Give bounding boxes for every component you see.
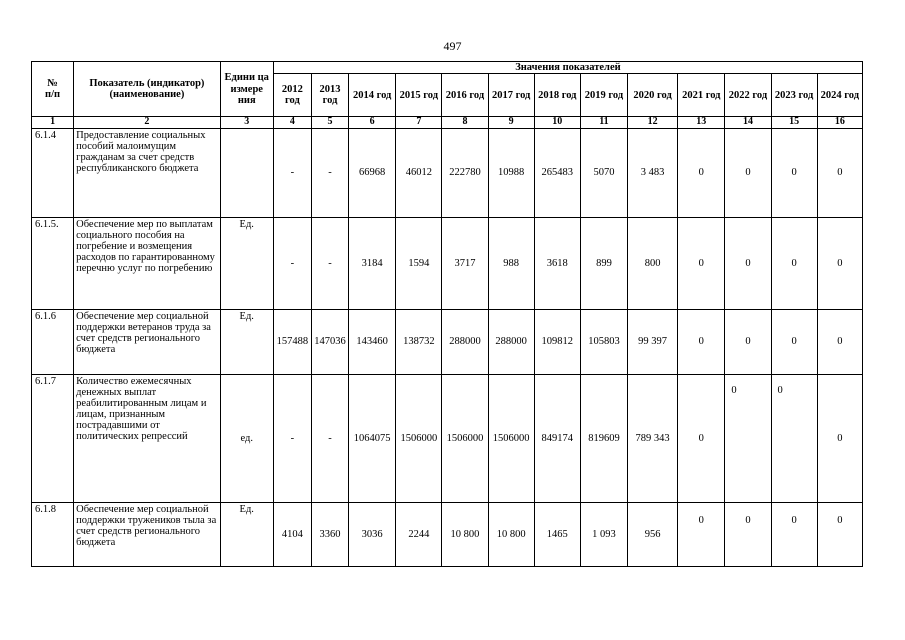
row-value: 1506000 [488, 374, 534, 502]
header-year: 2015 год [396, 74, 442, 117]
row-value: 988 [488, 217, 534, 309]
header-year: 2017 год [488, 74, 534, 117]
row-value: 46012 [396, 128, 442, 217]
row-value: 0 [725, 128, 771, 217]
row-value: 4104 [273, 502, 311, 566]
row-indicator-name: Обеспечение мер по выплатам социального пособия на погребение и возмещения расходов по гарантированному перечню услуг по погребению [74, 217, 221, 309]
row-value: - [273, 374, 311, 502]
row-value: - [311, 128, 348, 217]
row-indicator-name: Предоставление социальных пособий малоимущим гражданам за счет средств республиканского бюджета [74, 128, 221, 217]
row-value: 1594 [396, 217, 442, 309]
row-value: 0 [817, 502, 862, 566]
row-value: 105803 [580, 309, 627, 374]
header-year: 2021 год [678, 74, 725, 117]
row-value: 10 800 [488, 502, 534, 566]
header-year: 2013 год [311, 74, 348, 117]
table-row [32, 502, 863, 566]
row-unit: ед. [220, 374, 273, 502]
row-value: 288000 [488, 309, 534, 374]
row-value: 1506000 [442, 374, 488, 502]
row-value: 0 [771, 309, 817, 374]
header-col-no: № п/п [32, 62, 74, 117]
row-value: 1 093 [580, 502, 627, 566]
row-value: 3618 [534, 217, 580, 309]
row-value: 157488 [273, 309, 311, 374]
column-number: 13 [678, 117, 725, 129]
row-value: 956 [628, 502, 678, 566]
row-value: 0 [725, 309, 771, 374]
table-row [32, 217, 863, 309]
column-number: 12 [628, 117, 678, 129]
row-value: 99 397 [628, 309, 678, 374]
row-value: 3 483 [628, 128, 678, 217]
header-year: 2022 год [725, 74, 771, 117]
column-number: 9 [488, 117, 534, 129]
row-value: 288000 [442, 309, 488, 374]
header-col-unit: Едини ца измере ния [220, 62, 273, 117]
row-value: 147036 [311, 309, 348, 374]
header-values-group: Значения показателей [273, 62, 862, 74]
row-code: 6.1.6 [32, 309, 74, 374]
row-value: 800 [628, 217, 678, 309]
row-unit: Ед. [220, 217, 273, 309]
row-unit [220, 128, 273, 217]
column-number: 14 [725, 117, 771, 129]
row-value: 849174 [534, 374, 580, 502]
row-value: 789 343 [628, 374, 678, 502]
header-year: 2012 год [273, 74, 311, 117]
row-value: - [311, 217, 348, 309]
column-number: 6 [349, 117, 396, 129]
row-value: 0 [771, 217, 817, 309]
row-code: 6.1.4 [32, 128, 74, 217]
row-value: 66968 [349, 128, 396, 217]
column-number: 7 [396, 117, 442, 129]
row-value: 1064075 [349, 374, 396, 502]
row-value: 2244 [396, 502, 442, 566]
row-value: 143460 [349, 309, 396, 374]
page-number: 497 [443, 39, 462, 53]
row-value: 0 [771, 374, 817, 502]
row-value: 0 [678, 128, 725, 217]
row-value: 1465 [534, 502, 580, 566]
row-value: 0 [771, 502, 817, 566]
row-value: 819609 [580, 374, 627, 502]
row-value: 1506000 [396, 374, 442, 502]
header-year: 2023 год [771, 74, 817, 117]
row-value: 0 [817, 217, 862, 309]
row-value: 265483 [534, 128, 580, 217]
row-value: 138732 [396, 309, 442, 374]
column-number: 16 [817, 117, 862, 129]
row-unit: Ед. [220, 502, 273, 566]
row-value: 0 [817, 374, 862, 502]
column-number: 2 [74, 117, 221, 129]
column-number: 10 [534, 117, 580, 129]
header-year: 2024 год [817, 74, 862, 117]
row-value: 0 [817, 128, 862, 217]
row-value: 0 [678, 309, 725, 374]
row-value: 3717 [442, 217, 488, 309]
row-value: 3184 [349, 217, 396, 309]
row-value: - [273, 128, 311, 217]
table-row [32, 128, 863, 217]
header-col-indicator: Показатель (индикатор) (наименование) [74, 62, 221, 117]
row-value: 3036 [349, 502, 396, 566]
header-year: 2020 год [628, 74, 678, 117]
row-value: 0 [678, 217, 725, 309]
table-row [32, 309, 863, 374]
header-year: 2016 год [442, 74, 488, 117]
header-year: 2019 год [580, 74, 627, 117]
row-value: 222780 [442, 128, 488, 217]
row-unit: Ед. [220, 309, 273, 374]
row-value: 3360 [311, 502, 348, 566]
row-value: 0 [678, 374, 725, 502]
column-number: 8 [442, 117, 488, 129]
row-value: 0 [725, 217, 771, 309]
table-row [32, 374, 863, 502]
column-number: 11 [580, 117, 627, 129]
row-code: 6.1.8 [32, 502, 74, 566]
column-number: 3 [220, 117, 273, 129]
column-number: 15 [771, 117, 817, 129]
indicators-table [31, 61, 863, 567]
row-value: 5070 [580, 128, 627, 217]
header-year: 2018 год [534, 74, 580, 117]
row-value: 0 [678, 502, 725, 566]
row-value: 10 800 [442, 502, 488, 566]
row-value: 0 [725, 502, 771, 566]
row-value: - [311, 374, 348, 502]
row-indicator-name: Обеспечение мер социальной поддержки тружеников тыла за счет средств регионального бюджета [74, 502, 221, 566]
column-number: 5 [311, 117, 348, 129]
row-value: 0 [817, 309, 862, 374]
row-indicator-name: Количество ежемесячных денежных выплат реабилитированным лицам и лицам, признанным пострадавшими от политических репрессий [74, 374, 221, 502]
row-value: 0 [771, 128, 817, 217]
row-code: 6.1.5. [32, 217, 74, 309]
row-code: 6.1.7 [32, 374, 74, 502]
row-value: 0 [725, 374, 771, 502]
header-year: 2014 год [349, 74, 396, 117]
row-value: 899 [580, 217, 627, 309]
row-value: 10988 [488, 128, 534, 217]
row-value: - [273, 217, 311, 309]
column-number: 4 [273, 117, 311, 129]
row-value: 109812 [534, 309, 580, 374]
row-indicator-name: Обеспечение мер социальной поддержки ветеранов труда за счет средств регионального бюджета [74, 309, 221, 374]
column-number: 1 [32, 117, 74, 129]
